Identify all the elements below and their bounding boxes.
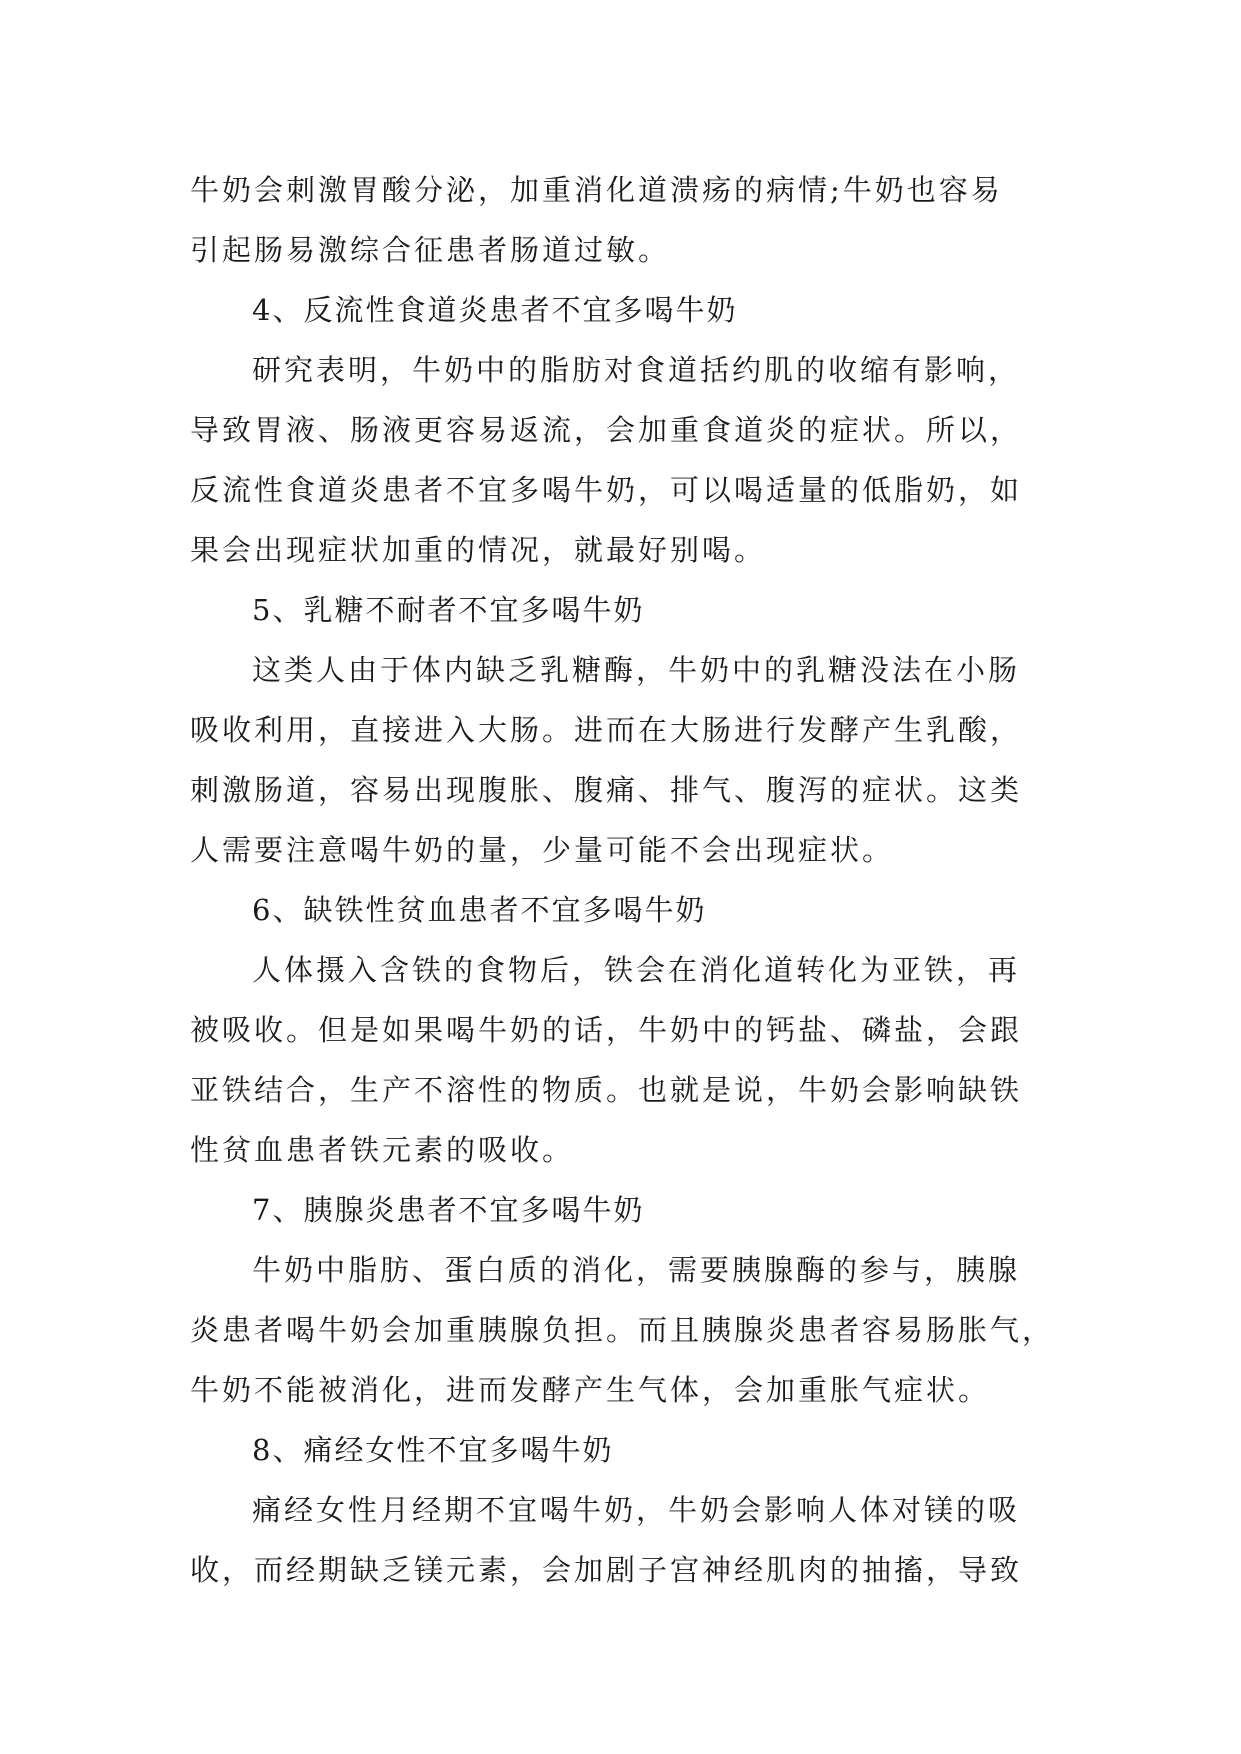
paragraph-line: 导致胃液、肠液更容易返流，会加重食道炎的症状。所以， bbox=[190, 413, 1023, 447]
paragraph-line: 刺激肠道，容易出现腹胀、腹痛、排气、腹泻的症状。这类 bbox=[190, 773, 1023, 807]
paragraph-line: 引起肠易激综合征患者肠道过敏。 bbox=[190, 233, 671, 267]
paragraph-line: 亚铁结合，生产不溶性的物质。也就是说，牛奶会影响缺铁 bbox=[190, 1073, 1023, 1107]
section-heading-5: 5、乳糖不耐者不宜多喝牛奶 bbox=[252, 593, 645, 627]
document-body bbox=[190, 160, 1070, 1600]
paragraph-line: 性贫血患者铁元素的吸收。 bbox=[190, 1133, 575, 1167]
paragraph-line: 人需要注意喝牛奶的量，少量可能不会出现症状。 bbox=[190, 833, 895, 867]
paragraph-line: 果会出现症状加重的情况，就最好别喝。 bbox=[190, 533, 767, 567]
section-heading-4: 4、反流性食道炎患者不宜多喝牛奶 bbox=[252, 293, 738, 327]
paragraph-line: 牛奶会刺激胃酸分泌，加重消化道溃疡的病情;牛奶也容易 bbox=[190, 173, 1003, 207]
paragraph-line: 研究表明，牛奶中的脂肪对食道括约肌的收缩有影响， bbox=[252, 353, 1021, 387]
section-heading-6: 6、缺铁性贫血患者不宜多喝牛奶 bbox=[252, 893, 707, 927]
paragraph-line: 牛奶不能被消化，进而发酵产生气体，会加重胀气症状。 bbox=[190, 1373, 991, 1407]
paragraph-line: 牛奶中脂肪、蛋白质的消化，需要胰腺酶的参与，胰腺 bbox=[252, 1253, 1021, 1287]
paragraph-line: 炎患者喝牛奶会加重胰腺负担。而且胰腺炎患者容易肠胀气， bbox=[190, 1313, 1055, 1347]
paragraph-line: 这类人由于体内缺乏乳糖酶，牛奶中的乳糖没法在小肠 bbox=[252, 653, 1021, 687]
paragraph-line: 痛经女性月经期不宜喝牛奶，牛奶会影响人体对镁的吸 bbox=[252, 1493, 1021, 1527]
paragraph-line: 收，而经期缺乏镁元素，会加剧子宫神经肌肉的抽搐，导致 bbox=[190, 1553, 1023, 1587]
paragraph-line: 吸收利用，直接进入大肠。进而在大肠进行发酵产生乳酸， bbox=[190, 713, 1023, 747]
paragraph-line: 人体摄入含铁的食物后，铁会在消化道转化为亚铁，再 bbox=[252, 953, 1021, 987]
paragraph-line: 反流性食道炎患者不宜多喝牛奶，可以喝适量的低脂奶，如 bbox=[190, 473, 1023, 507]
paragraph-line: 被吸收。但是如果喝牛奶的话，牛奶中的钙盐、磷盐，会跟 bbox=[190, 1013, 1023, 1047]
section-heading-8: 8、痛经女性不宜多喝牛奶 bbox=[252, 1433, 614, 1467]
section-heading-7: 7、胰腺炎患者不宜多喝牛奶 bbox=[252, 1193, 645, 1227]
